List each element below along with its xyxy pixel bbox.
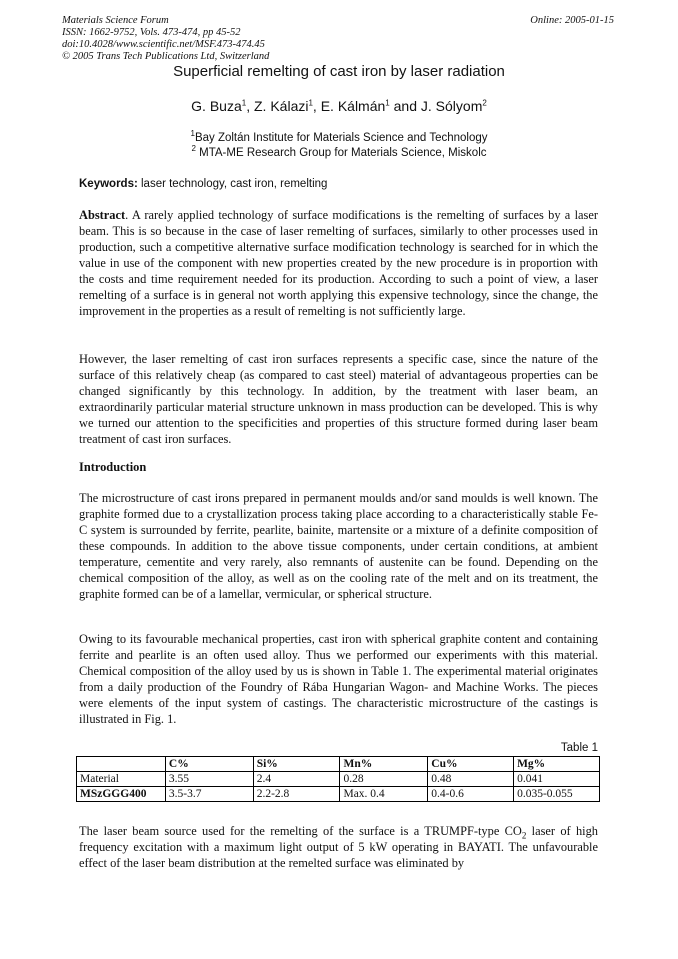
composition-table — [76, 756, 600, 802]
journal-name: Materials Science Forum — [62, 15, 169, 26]
laser-text-a: The laser beam source used for the remelting of the surface is a TRUMPF-type CO — [79, 824, 522, 838]
journal-header — [62, 15, 269, 63]
table-row — [77, 772, 600, 787]
table-header-cell: Mg% — [514, 757, 600, 772]
abstract-text-1: . A rarely applied technology of surface modifications is the remelting of surfaces by a laser beam. This is so because in the case of laser remelting of surfaces, similarly to other processes used in production, such a competitive alternative surface modification technology is searched for in which the value in use of the component with new properties created by the new procedure is in proportion with the costs and time requirement needed for its production. According to such a point of view, a laser remelting of a surface is in general not worth applying this expensive technology, since the change, the improvement in the properties as a result of remelting is not sufficiently large. — [79, 208, 598, 318]
affiliation-mark: 1 — [241, 98, 247, 108]
affiliations — [0, 131, 678, 161]
table-header-cell: C% — [165, 757, 253, 772]
introduction-paragraph-2: Owing to its favourable mechanical properties, cast iron with spherical graphite content and containing ferrite and pearlite is an often used alloy. Thus we performed our experiments with this material. Chemical composition of the alloy used by us is shown in Table 1. The experimental material originates from a daily production of the Foundry of Rába Hungarian Wagon- and Machine Works. The pieces were elements of the input system of castings. The characteristic microstructure of the castings is illustrated in Fig. 1. — [79, 632, 598, 726]
table-cell: 3.5-3.7 — [165, 787, 253, 802]
affiliation-2 — [0, 146, 678, 161]
copyright-line: © 2005 Trans Tech Publications Ltd, Switzerland — [62, 51, 270, 62]
table-cell: 0.4-0.6 — [428, 787, 514, 802]
author-name: G. Buza — [191, 98, 242, 114]
author-separator: and — [389, 98, 421, 114]
table-caption: Table 1 — [560, 742, 598, 754]
table-header-cell: Mn% — [340, 757, 428, 772]
affiliation-text: MTA-ME Research Group for Materials Science, Miskolc — [195, 147, 487, 159]
section-heading-introduction: Introduction — [79, 460, 147, 474]
table-cell: 0.035-0.055 — [514, 787, 600, 802]
author-separator: , — [312, 98, 321, 114]
table-cell: Max. 0.4 — [340, 787, 428, 802]
author-separator: , — [246, 98, 254, 114]
table-cell: 0.041 — [514, 772, 600, 787]
table-cell: 2.4 — [253, 772, 340, 787]
affiliation-mark: 1 — [308, 98, 313, 108]
table-cell: 0.28 — [340, 772, 428, 787]
table-row — [77, 787, 600, 802]
keywords-label: Keywords: — [79, 178, 138, 190]
author-name: J. Sólyom — [420, 98, 483, 114]
online-date: Online: 2005-01-15 — [530, 15, 614, 26]
laser-text-b: laser of high frequency excitation with a maximum light output of 5 kW operating in BAYATI. The unfavourable effect of the laser beam distribution at the remelted surface was eliminated by — [79, 824, 598, 870]
affiliation-mark: 1 — [385, 98, 390, 108]
affiliation-1 — [0, 131, 678, 146]
affiliation-mark: 2 — [191, 144, 196, 154]
author-name: Z. Kálazi — [254, 98, 309, 114]
paper-title: Superficial remelting of cast iron by laser radiation — [173, 63, 505, 80]
abstract-paragraph-1 — [79, 207, 598, 319]
laser-paragraph — [79, 823, 598, 871]
table-header-cell: Cu% — [428, 757, 514, 772]
author-name: E. Kálmán — [320, 98, 386, 114]
keywords — [79, 178, 327, 190]
table-cell: 3.55 — [165, 772, 253, 787]
abstract-paragraph-2: However, the laser remelting of cast iron surfaces represents a specific case, since the nature of the surface of this relatively cheap (as compared to cast steel) material of advantageous properties can be changed significantly by this technology. In addition, by the treatment with laser beam, an extraordinarily particular material structure unknown in mass production can be developed. This is why we turned our attention to the specificities and properties of this structure formed during laser beam treatment of cast iron surfaces. — [79, 352, 598, 446]
affiliation-text: Bay Zoltán Institute for Materials Science and Technology — [194, 132, 488, 144]
doi-line: doi:10.4028/www.scientific.net/MSF.473-474.45 — [62, 39, 265, 50]
table-cell: Material — [77, 772, 166, 787]
co2-subscript: 2 — [521, 830, 527, 841]
table-header-cell — [77, 757, 166, 772]
author-list — [0, 98, 678, 114]
abstract-label: Abstract — [79, 208, 126, 222]
introduction-paragraph-1: The microstructure of cast irons prepared in permanent moulds and/or sand moulds is well known. The graphite formed due to a crystallization process taking place according to a characteristically stable Fe-C system is surrounded by ferrite, pearlite, bainite, martensite or a mixture of a definite composition of these compounds. In addition to the above tissue components, under certain conditions, at ambient temperature, cementite and very rarely, also remnants of austenite can be found. Depending on the chemical composition of the alloy, as well as on the cooling rate of the melt and on its treatment, the graphite formed can be of a lamellar, vermicular, or spherical structure. — [79, 491, 598, 601]
affiliation-mark: 2 — [482, 98, 487, 108]
table-cell: 2.2-2.8 — [253, 787, 340, 802]
affiliation-mark: 1 — [190, 129, 195, 139]
table-header-row — [77, 757, 600, 772]
table-header-cell: Si% — [253, 757, 340, 772]
table-cell: 0.48 — [428, 772, 514, 787]
table-cell: MSzGGG400 — [77, 787, 166, 802]
keywords-text: laser technology, cast iron, remelting — [137, 178, 328, 190]
issn-line: ISSN: 1662-9752, Vols. 473-474, pp 45-52 — [62, 27, 241, 38]
